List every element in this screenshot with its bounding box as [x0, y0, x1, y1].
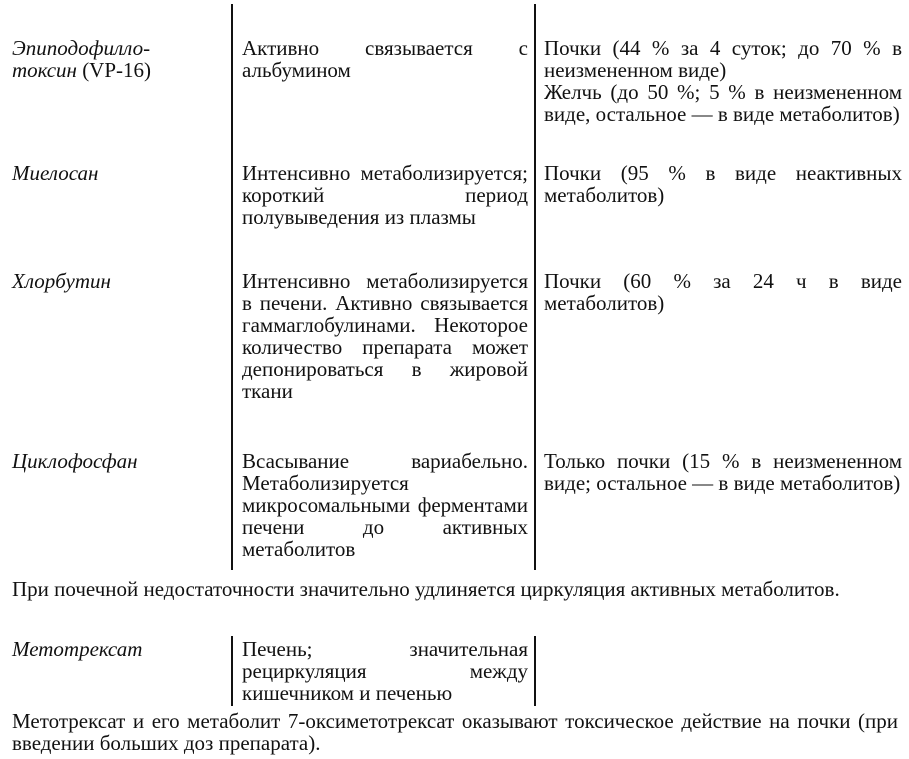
excretion-etoposide-bile: Желчь (до 50 %; 5 % в неизмененном виде, остальное — в виде метаболитов)	[544, 80, 902, 126]
pharmacokinetics-methotrexate: Печень; значительная рециркуляция между кишечником и печенью	[242, 637, 528, 705]
excretion-cyclophosphamide: Только почки (15 % в неизмененном виде; остальное — в виде метаболитов)	[544, 449, 902, 495]
drug-name-etoposide: Эпиподофилло- токсин (VP-16)	[12, 36, 152, 82]
drug-name-methotrexate: Метотрексат	[12, 637, 143, 661]
drug-name-chlorbutin: Хлорбутин	[12, 269, 111, 293]
drug-name-cyclophosphamide: Циклофосфан	[12, 449, 138, 473]
column-rule-left	[231, 4, 233, 570]
pharmacokinetics-cyclophosphamide: Всасывание вариабельно. Метаболизируется микросомальными ферментами печени до активных метаболитов	[242, 449, 528, 561]
excretion-etoposide-kidneys: Почки (44 % за 4 суток; до 70 % в неизмененном виде)	[544, 36, 902, 82]
excretion-myelosan: Почки (95 % в виде неактивных метаболитов)	[544, 161, 902, 207]
excretion-chlorbutin: Почки (60 % за 24 ч в виде метаболитов)	[544, 269, 902, 315]
pharmacokinetics-etoposide: Активно связывается с альбумином	[242, 36, 528, 82]
column-rule-right	[534, 4, 536, 570]
pharmacokinetics-myelosan: Интенсивно метаболизируется; короткий период полувыведения из плазмы	[242, 161, 528, 229]
note-renal-insufficiency: При почечной недостаточности значительно удлиняется циркуляция активных метаболитов.	[12, 577, 840, 601]
column-rule-mtx-left	[231, 636, 233, 706]
column-rule-mtx-right	[534, 636, 536, 706]
note-methotrexate-toxicity: Метотрексат и его метаболит 7-оксиметотрексат оказывают токсическое действие на почки (при введении больших доз препарата).	[12, 709, 898, 755]
drug-name-myelosan: Миелосан	[12, 161, 99, 185]
pharmacokinetics-chlorbutin: Интенсивно метаболизируется в печени. Активно связывается гаммаглобулинами. Некоторое количество препарата может депонироваться в жировой ткани	[242, 269, 528, 403]
